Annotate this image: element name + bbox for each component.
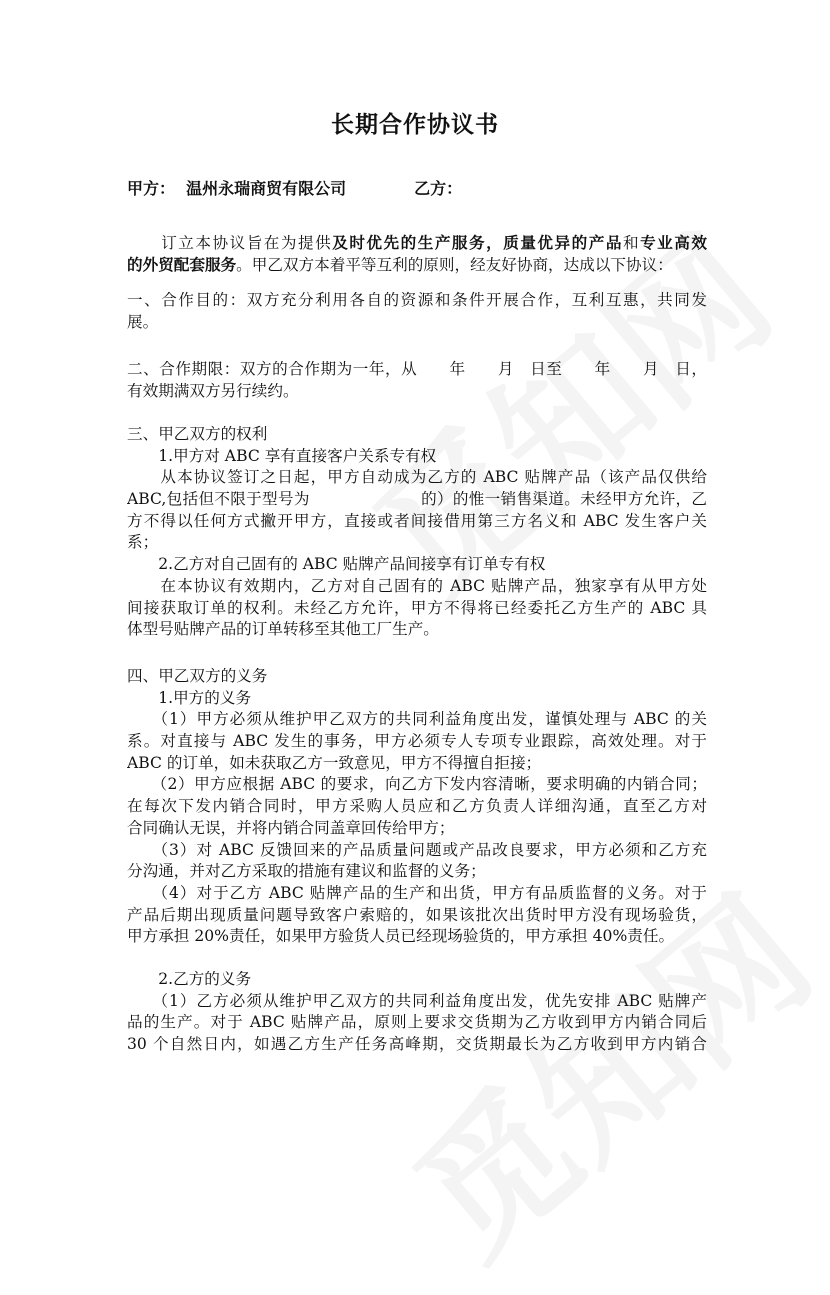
section-party-b-obligations [127,969,707,1056]
bold-text: 专业高效 [640,234,707,252]
text-line: 二、合作期限：双方的合作期为一年，从 年 月 日至 年 月 日， [127,360,707,378]
text-line: 合同确认无误，并将内销合同盖章回传给甲方； [127,818,455,837]
text-line: 30 个自然日内，如遇乙方生产任务高峰期，交货期最长为乙方收到甲方内销合 [127,1035,707,1054]
text-line: 方不得以任何方式撇开甲方，直接或者间接借用第三方名义和 ABC 发生客户关 [127,511,707,530]
text-line: （2）甲方应根据 ABC 的要求，向乙方下发内容清晰，要求明确的内销合同； [127,775,707,794]
text-line: （1）乙方必须从维护甲乙双方的共同利益角度出发，优先安排 ABC 贴牌产 [127,991,707,1010]
text-line: （1）甲方必须从维护甲乙双方的共同利益角度出发，谨慎处理与 ABC 的关 [127,710,707,729]
text-line: 三、甲乙双方的权利 [127,425,268,443]
bold-text: 及时优先的生产服务，质量优异的产品 [332,234,623,252]
section-obligations [127,666,707,948]
party-a-name: 温州永瑞商贸有限公司 [186,179,347,198]
text: 。甲乙双方本着平等互利的原则，经友好协商，达成以下协议： [236,255,673,274]
text-line [127,233,707,255]
text: 和 [622,234,641,252]
text-line: ABC 的订单，如未获取乙方一致意见，甲方不得擅自拒接； [127,753,542,772]
text-line [127,255,707,277]
text-line: 展。 [127,312,159,331]
text-line: 产品后期出现质量问题导致客户索赔的，如果该批次出货时甲方没有现场验货， [127,905,707,924]
text-line: 四、甲乙双方的义务 [127,667,268,685]
text-line: 1.甲方对 ABC 享有直接客户关系专有权 [127,446,437,465]
text-line: 2.乙方对自己固有的 ABC 贴牌产品间接享有订单专有权 [127,555,546,574]
section-rights [127,424,707,641]
text: 订立本协议旨在为提供 [127,234,333,252]
document-title: 长期合作协议书 [331,112,499,138]
party-b-label: 乙方： [414,179,463,198]
text-line: 分沟通，并对乙方采取的措施有建议和监督的义务； [127,862,486,881]
text-line: 品的生产。对于 ABC 贴牌产品，原则上要求交货期为乙方收到甲方内销合同后 [127,1013,707,1032]
text-line: 系。对直接与 ABC 发生的事务，甲方必须专人专项专业跟踪，高效处理。对于 [127,732,707,751]
text-line: 有效期满双方另行续约。 [127,381,299,400]
text-line: 间接获取订单的权利。未经乙方允许，甲方不得将已经委托乙方生产的 ABC 具 [127,598,707,617]
text-line: 体型号贴牌产品的订单转移至其他工厂生产。 [127,620,439,639]
text-line: 一、合作目的：双方充分利用各自的资源和条件开展合作，互利互惠，共同发 [127,291,707,309]
text-line: 从本协议签订之日起，甲方自动成为乙方的 ABC 贴牌产品（该产品仅供给 [127,468,707,487]
section-term [127,359,707,402]
intro-paragraph [127,233,707,276]
party-a-label: 甲方： [127,179,176,198]
bold-text: 的外贸配套服务 [127,255,237,274]
text-line: 1.甲方的义务 [127,688,252,707]
text-line: （4）对于乙方 ABC 贴牌产品的生产和出货，甲方有品质监督的义务。对于 [127,883,707,902]
text-line: 在每次下发内销合同时，甲方采购人员应和乙方负责人详细沟通，直至乙方对 [127,797,707,816]
text-line: 系； [127,533,159,552]
party-line [127,176,462,199]
section-purpose [127,290,707,333]
text-line: 2.乙方的义务 [127,970,252,988]
text-line: （3）对 ABC 反馈回来的产品质量问题或产品改良要求，甲方必须和乙方充 [127,840,707,859]
text-line: ABC,包括但不限于型号为 的）的惟一销售渠道。未经甲方允许，乙 [127,490,707,509]
text-line: 甲方承担 20%责任，如果甲方验货人员已经现场验货的，甲方承担 40%责任。 [127,927,675,946]
text-line: 在本协议有效期内，乙方对自己固有的 ABC 贴牌产品，独家享有从甲方处 [127,576,707,595]
